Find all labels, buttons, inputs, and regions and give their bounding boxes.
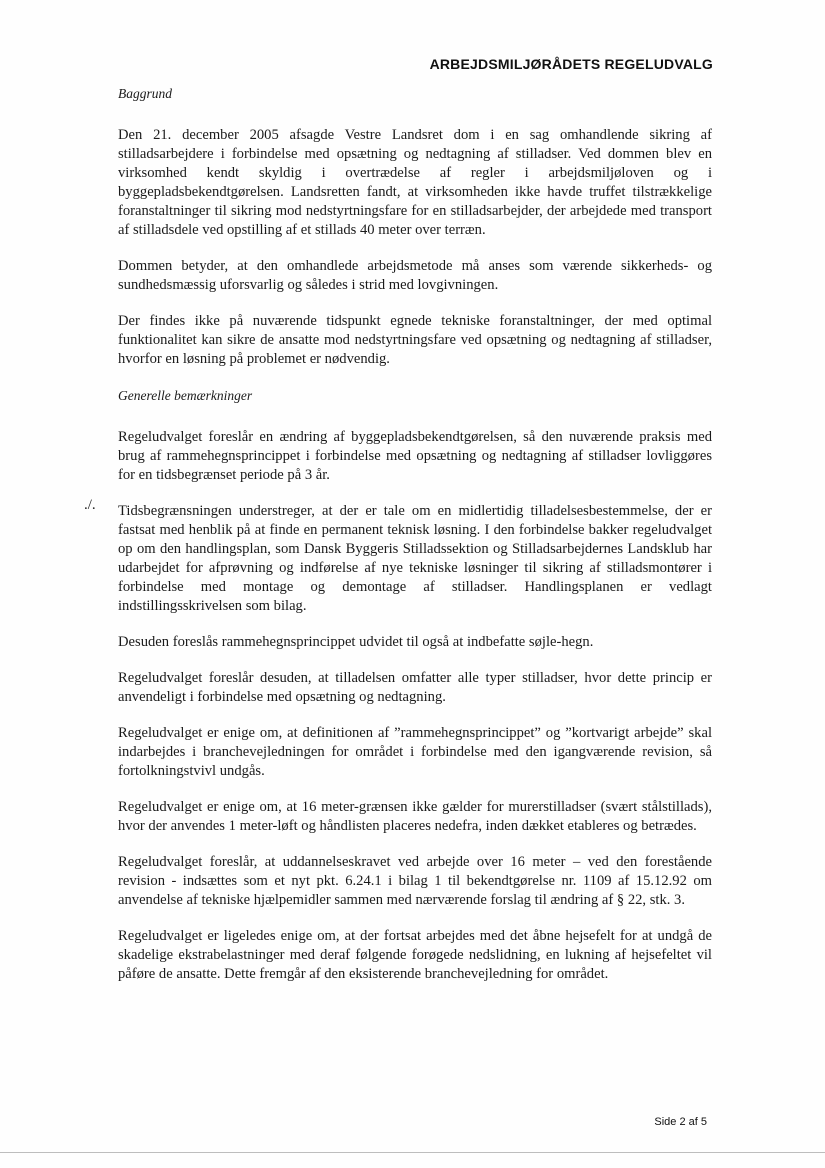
- section-heading-general-remarks: Generelle bemærkninger: [118, 388, 253, 403]
- paragraph-all-scaffold-types: Regeludvalget foreslår desuden, at tilladelsen omfatter alle typer stilladser, hvor dette princip er anvendeligt i forbindelse med opsætning og nedtagning.: [118, 670, 712, 705]
- document-header-title: ARBEJDSMILJØRÅDETS REGELUDVALG: [429, 56, 713, 72]
- paragraph-court-ruling: Den 21. december 2005 afsagde Vestre Landsret dom i en sag omhandlende sikring af stilladsarbejdere i forbindelse med opsætning og nedtagning af stilladser. Ved dommen blev en virksomhed kendt skyldig i overtrædelse af regler i arbejdsmiljøloven og i byggepladsbekendtgørelsen. Landsretten fandt, at virksomheden ikke havde truffet tilstrækkelige foranstaltninger til sikring mod nedstyrtningsfare for en stilladsarbejder, der arbejdede med transport af stilladsdele ved opstilling af et stillads 40 meter over terræn.: [118, 127, 712, 238]
- paragraph-open-hoist-field: Regeludvalget er ligeledes enige om, at der fortsat arbejdes med det åbne hejsefelt for at undgå de skadelige ekstrabelastninger med deraf følgende forøgede nedslidning, en lukning af hejsefeltet vil påføre de ansatte. Dette fremgår af den eksisterende branchevejledning for området.: [118, 928, 712, 982]
- section-heading-background: Baggrund: [118, 86, 172, 101]
- margin-attachment-mark: ./.: [84, 497, 96, 513]
- paragraph-16-meter-limit: Regeludvalget er enige om, at 16 meter-grænsen ikke gælder for murerstilladser (svært stålstillads), hvor der anvendes 1 meter-løft og håndlisten placeres nedefra, inden dækket etableres og betrædes.: [118, 799, 712, 834]
- document-body: [118, 84, 712, 1001]
- page-number: Side 2 af 5: [654, 1116, 707, 1128]
- paragraph-ruling-meaning: Dommen betyder, at den omhandlede arbejdsmetode må anses som værende sikkerheds- og sundhedsmæssig uforsvarlig og således i strid med lovgivningen.: [118, 258, 712, 293]
- paragraph-proposed-amendment: Regeludvalget foreslår en ændring af byggepladsbekendtgørelsen, så den nuværende praksis med brug af rammehegnsprincippet i forbindelse med opsætning og nedtagning af stilladser lovliggøres for en tidsbegrænset periode på 3 år.: [118, 429, 712, 483]
- paragraph-no-technical-solution: Der findes ikke på nuværende tidspunkt egnede tekniske foranstaltninger, der med optimal funktionalitet kan sikre de ansatte mod nedstyrtningsfare ved opsætning og nedtagning af stilladser, hvorfor en løsning på problemet er nødvendig.: [118, 313, 712, 367]
- scan-edge-line: [0, 1152, 825, 1153]
- paragraph-education-requirement: Regeludvalget foreslår, at uddannelseskravet ved arbejde over 16 meter – ved den forestående revision - indsættes som et nyt pkt. 6.24.1 i bilag 1 til bekendtgørelse nr. 1109 af 15.12.92 om anvendelse af tekniske hjælpemidler sammen med nærværende forslag til ændring af § 22, stk. 3.: [118, 854, 712, 908]
- paragraph-time-limitation: Tidsbegrænsningen understreger, at der er tale om en midlertidig tilladelsesbestemmelse, der er fastsat med henblik på at finde en permanent teknisk løsning. I den forbindelse bakker regeludvalget op om den handlingsplan, som Dansk Byggeris Stilladssektion og Stilladsarbejdernes Landsklub har udarbejdet for afprøvning og indførelse af nye tekniske løsninger til sikring af stilladsmontører i forbindelse med montage og demontage af stilladser. Handlingsplanen er vedlagt indstillingsskrivelsen som bilag.: [118, 503, 712, 614]
- paragraph-definitions: Regeludvalget er enige om, at definitionen af ”rammehegnsprincippet” og ”kortvarigt arbejde” skal indarbejdes i branchevejledningen for området i forbindelse med den igangværende revision, så fortolkningstvivl undgås.: [118, 725, 712, 779]
- paragraph-column-fence: Desuden foreslås rammehegnsprincippet udvidet til også at indbefatte søjle-hegn.: [118, 634, 594, 650]
